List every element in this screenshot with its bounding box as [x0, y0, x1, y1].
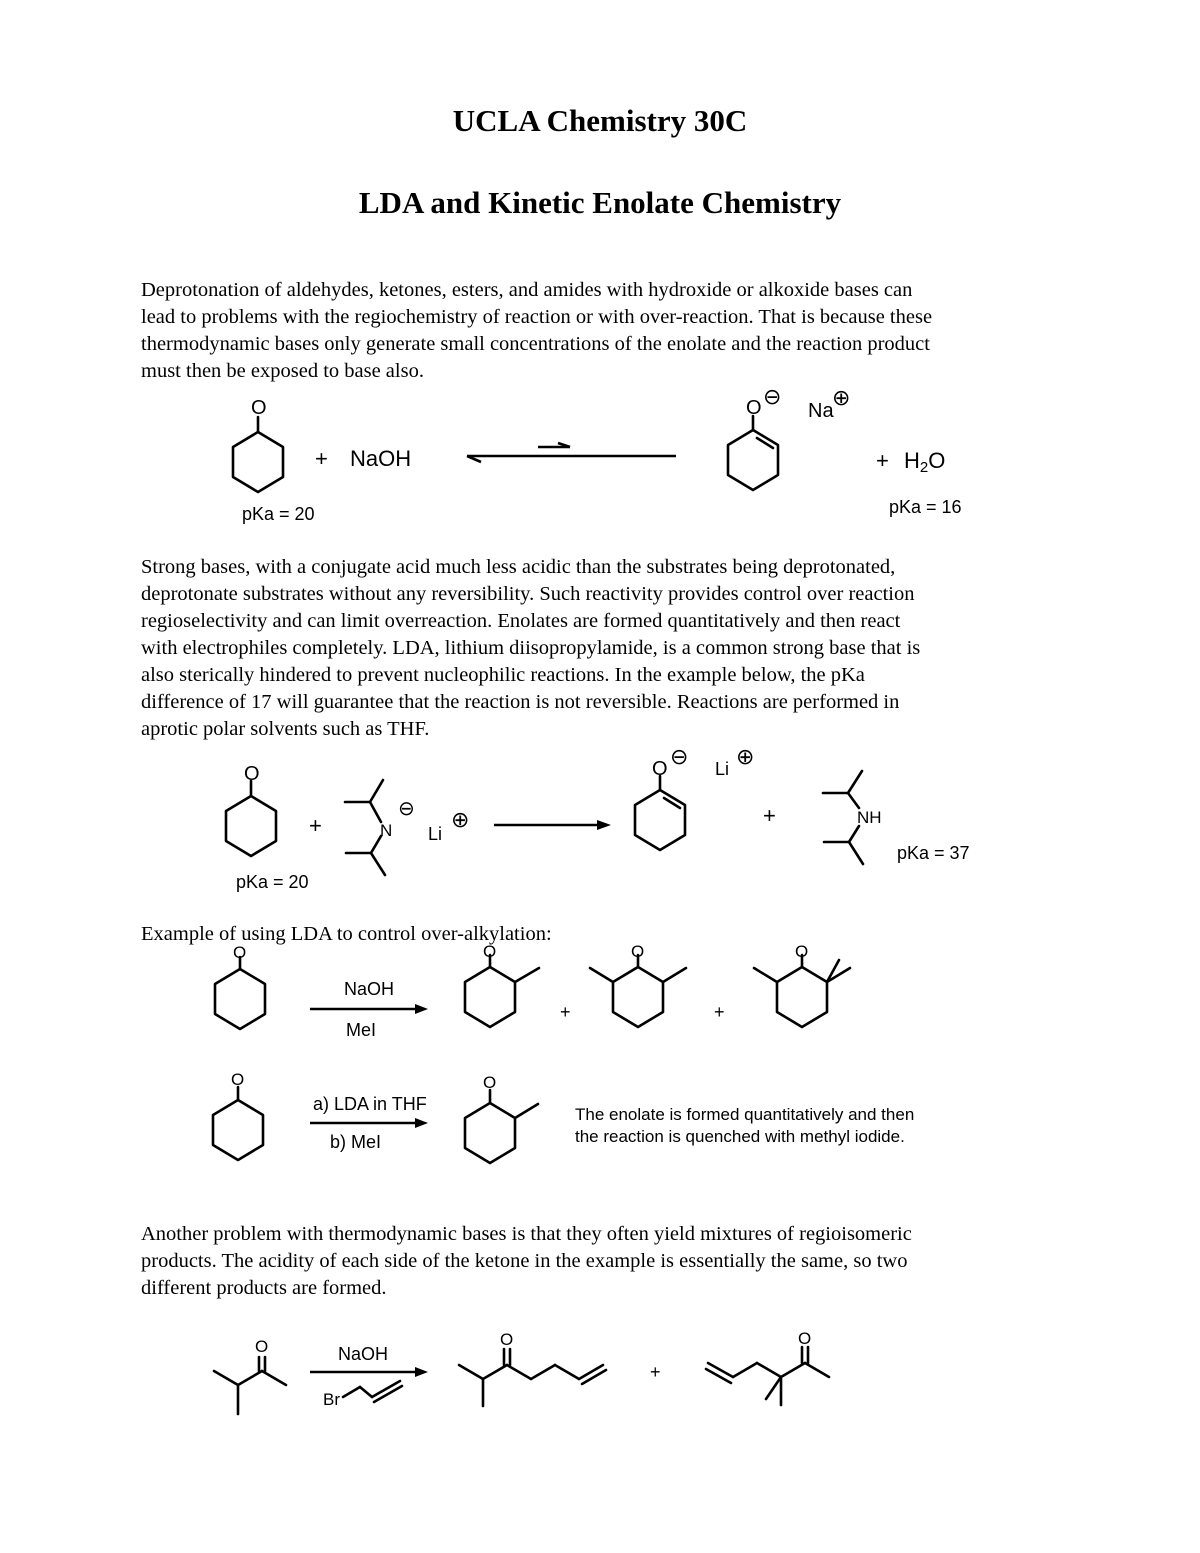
carbonyl-oxygen-label: O	[798, 1329, 812, 1348]
positive-charge-icon: ⊕	[736, 744, 755, 769]
cyclohexanone-structure	[233, 417, 283, 492]
plus-sign: +	[309, 813, 322, 838]
carbonyl-oxygen-label: O	[251, 397, 267, 419]
positive-charge-icon: ⊕	[832, 385, 851, 410]
scheme-lda-deprotonation	[226, 744, 970, 892]
reagent-naoh: NaOH	[338, 1344, 389, 1364]
pka-diisopropylamine: pKa = 37	[897, 843, 970, 863]
methylcyclohexanone-structure	[465, 955, 539, 1027]
pka-water: pKa = 16	[889, 497, 962, 517]
course-title: UCLA Chemistry 30C	[452, 103, 748, 138]
paragraph-line: regioselectivity and can limit overreaction. Enolates are formed quantitatively and then react	[141, 610, 901, 632]
lda-structure	[345, 780, 385, 875]
paragraph-line: Deprotonation of aldehydes, ketones, esters, and amides with hydroxide or alkoxide bases can	[141, 279, 913, 301]
plus-sign: +	[763, 803, 776, 828]
plus-sign: +	[315, 446, 328, 471]
carbonyl-oxygen-label: O	[244, 763, 260, 785]
carbonyl-oxygen-label: O	[233, 943, 247, 962]
example-heading: Example of using LDA to control over-alkylation:	[141, 923, 552, 945]
methylcyclohexanone-structure	[465, 1090, 538, 1163]
cyclohexanone-structure	[226, 781, 276, 856]
dimethylcyclohexanone-structure	[590, 955, 686, 1027]
allylated-ketone-product-1	[459, 1349, 606, 1406]
allylated-ketone-product-2	[706, 1347, 829, 1405]
paragraph-line: difference of 17 will guarantee that the reaction is not reversible. Reactions are performed in	[141, 691, 900, 713]
paragraph-line: also sterically hindered to prevent nucleophilic reactions. In the example below, the pKa	[141, 664, 865, 686]
cyclohexanone-structure	[215, 957, 265, 1029]
scheme-allylation-regioisomers	[214, 1329, 829, 1414]
paragraph-line: deprotonate substrates without any reversibility. Such reactivity provides control over reaction	[141, 583, 915, 605]
scheme-lda-alkylation	[213, 1070, 914, 1163]
carbonyl-oxygen-label: O	[483, 942, 497, 961]
lithium-label: Li	[428, 824, 443, 844]
cyclohexanone-structure	[213, 1087, 263, 1160]
paragraph-line: products. The acidity of each side of the ketone in the example is essentially the same, so two	[141, 1250, 908, 1272]
methylbutanone-structure	[214, 1357, 286, 1414]
reagent-lda: a) LDA in THF	[313, 1094, 427, 1114]
scheme-naoh-equilibrium	[233, 384, 962, 524]
bromine-label: Br	[323, 1390, 340, 1409]
equilibrium-arrow	[467, 443, 676, 462]
trimethylcyclohexanone-structure	[754, 955, 850, 1027]
reaction-arrow	[310, 1118, 428, 1128]
paragraph-line: thermodynamic bases only generate small concentrations of the enolate and the reaction product	[141, 333, 930, 355]
paragraph-line: must then be exposed to base also.	[141, 360, 424, 382]
paragraph-line: Strong bases, with a conjugate acid much less acidic than the substrates being deprotonated,	[141, 556, 896, 578]
paragraph-line: aprotic polar solvents such as THF.	[141, 718, 430, 740]
page-title: LDA and Kinetic Enolate Chemistry	[358, 185, 842, 220]
lithium-label: Li	[715, 759, 730, 779]
reagent-naoh: NaOH	[344, 979, 395, 999]
carbonyl-oxygen-label: O	[500, 1330, 514, 1349]
positive-charge-icon: ⊕	[451, 807, 470, 832]
lithium-enolate-structure	[635, 776, 685, 850]
reagent-mei: b) MeI	[330, 1132, 382, 1152]
nh-label: NH	[857, 808, 882, 827]
naoh-label: NaOH	[350, 446, 412, 471]
carbonyl-oxygen-label: O	[483, 1073, 497, 1092]
reaction-arrow	[494, 820, 611, 830]
enolate-oxygen-label: O	[746, 397, 762, 419]
paragraph-line: lead to problems with the regiochemistry of reaction or with over-reaction. That is because these	[141, 306, 933, 328]
plus-sign: +	[650, 1362, 661, 1382]
reaction-arrow	[310, 1367, 428, 1377]
negative-charge-icon: ⊖	[398, 798, 415, 820]
paragraph-line: with electrophiles completely. LDA, lithium diisopropylamide, is a common strong base that is	[141, 637, 921, 659]
scheme-naoh-alkylation	[215, 942, 850, 1040]
negative-charge-icon: ⊖	[670, 744, 689, 769]
allyl-bromide-structure	[343, 1381, 402, 1402]
carbonyl-oxygen-label: O	[795, 942, 809, 961]
plus-sign: +	[560, 1002, 571, 1022]
plus-sign: +	[714, 1002, 725, 1022]
reaction-arrow	[310, 1004, 428, 1014]
sodium-enolate-structure	[728, 416, 778, 490]
carbonyl-oxygen-label: O	[631, 942, 645, 961]
pka-cyclohexanone: pKa = 20	[242, 504, 315, 524]
pka-cyclohexanone: pKa = 20	[236, 872, 309, 892]
note-line: the reaction is quenched with methyl iodide.	[575, 1127, 905, 1146]
carbonyl-oxygen-label: O	[255, 1337, 269, 1356]
sodium-label: Na	[808, 400, 834, 422]
nitrogen-label: N	[380, 821, 393, 840]
paragraph-line: different products are formed.	[141, 1277, 387, 1299]
reagent-mei: MeI	[346, 1020, 377, 1040]
carbonyl-oxygen-label: O	[231, 1070, 245, 1089]
paragraph-line: Another problem with thermodynamic bases is that they often yield mixtures of regioisomeric	[141, 1223, 912, 1245]
note-line: The enolate is formed quantitatively and then	[575, 1105, 915, 1124]
negative-charge-icon: ⊖	[763, 384, 782, 409]
enolate-oxygen-label: O	[652, 758, 668, 780]
water-label: H2O	[904, 448, 946, 476]
plus-sign: +	[876, 448, 889, 473]
